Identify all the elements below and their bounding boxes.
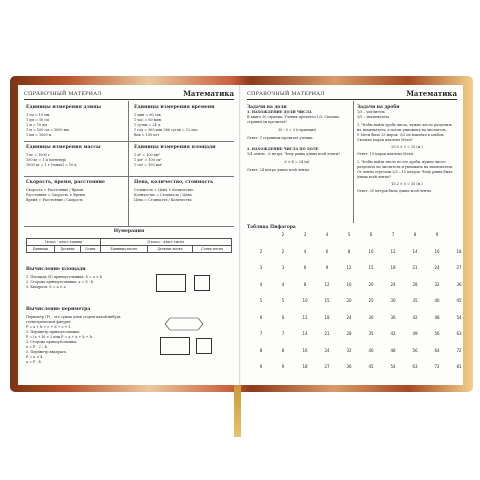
price-title: Цена, количество, стоимость: [134, 180, 214, 185]
pythagoras-cell: 20: [368, 281, 374, 287]
pythagoras-cell: 24: [324, 347, 330, 353]
pythagoras-cell: 10: [302, 298, 308, 303]
numeration-table: I класс - класс единиц II класс - класс тысяч Единицы Десятки Сотни Единицы тысяч Десятки тысяч Сотни тысяч: [26, 238, 232, 253]
pythagoras-cell: 6: [325, 248, 329, 254]
pythagoras-cell: 81: [456, 364, 462, 369]
shares-block: Задачи на доли 1. НАХОЖДЕНИЕ ДОЛИ ЧИСЛА В книге 30 страниц. Ученик прочитал 1/5. Сколько страниц он прочитал? 30 : 5 = 3 (страницы) Ответ: 3 страницы прочитал ученик. 2. НАХОЖДЕНИЕ ЧИСЛА ПО ДОЛЕ 1/4 ленты – 6 метра. Чему равна длина всей ленты? 6 × 4 = 24 (м) Ответ: 24 метра длина всей ленты.: [247, 105, 341, 172]
page-header: [24, 89, 234, 100]
pythagoras-cell: 40: [368, 347, 374, 353]
areacalc-title: Вычисление площади: [26, 267, 86, 272]
pythagoras-header: 6: [369, 232, 373, 237]
pythagoras-cell: 24: [346, 314, 352, 320]
pythagoras-cell: 6: [281, 314, 285, 320]
pythagoras-cell: 25: [368, 298, 374, 303]
pythagoras-cell: 21: [412, 265, 418, 270]
pythagoras-cell: 9: [281, 364, 285, 369]
mass-block: Единицы измерения массы 1 кг = 1000 г 100 кг = 1 ц (центнер) 1000 кг = 1 т (тонна) = 10 ц: [26, 145, 126, 168]
header-label: СПРАВОЧНЫЙ МАТЕРИАЛ: [24, 91, 102, 97]
rectangle-figure: [156, 274, 186, 292]
pythagoras-cell: 21: [324, 331, 330, 336]
pythagoras-cell: 24: [390, 281, 396, 287]
pythagoras-cell: 14: [412, 248, 418, 254]
pythagoras-cell: 14: [302, 331, 308, 336]
pythagoras-cell: 64: [434, 347, 440, 353]
bookmark-ribbon: [234, 385, 241, 437]
pythagoras-cell: 42: [390, 331, 396, 336]
pythagoras-cell: 30: [368, 314, 374, 320]
pythagoras-header: 7: [391, 232, 395, 237]
pythagoras-cell: 36: [390, 314, 396, 320]
pythagoras-row-label: 7: [259, 331, 263, 336]
pythagoras-cell: 54: [390, 364, 396, 369]
left-page: [18, 85, 240, 385]
pythagoras-cell: 7: [281, 331, 285, 336]
speed-block: Скорость, время, расстояние Скорость = Расстояние / Время Расстояние = Скорость × Время Время = Расстояние / Скорость: [26, 180, 126, 203]
pythagoras-cell: 54: [456, 314, 462, 320]
header-subject: Математика: [183, 89, 234, 98]
pythagoras-cell: 18: [302, 364, 308, 369]
pythagoras-cell: 63: [456, 331, 462, 336]
pythagoras-cell: 72: [456, 347, 462, 353]
page-header: [247, 89, 457, 100]
pythagoras-row-label: 6: [259, 314, 263, 320]
pythagoras-cell: 8: [347, 248, 351, 254]
pythagoras-cell: 12: [302, 314, 308, 320]
pythagoras-cell: 2: [281, 248, 285, 254]
right-page: [241, 85, 463, 385]
pythagoras-header: 4: [325, 232, 329, 237]
pythagoras-cell: 6: [303, 265, 307, 270]
pythagoras-row-label: 2: [259, 248, 263, 254]
pythagoras-cell: 5: [281, 298, 285, 303]
pythagoras-cell: 12: [390, 248, 396, 254]
pythagoras-cell: 9: [325, 265, 329, 270]
pythagoras-cell: 49: [412, 331, 418, 336]
pythagoras-row-label: 3: [259, 265, 263, 270]
pythagoras-cell: 63: [412, 364, 418, 369]
pythagoras-cell: 35: [412, 298, 418, 303]
pythagoras-cell: 24: [434, 265, 440, 270]
pythagoras-cell: 10: [368, 248, 374, 254]
pythagoras-cell: 16: [434, 248, 440, 254]
perimeter-square: [196, 338, 212, 354]
pythagoras-cell: 18: [390, 265, 396, 270]
hexagon-figure: [164, 317, 204, 331]
pythagoras-cell: 45: [456, 298, 462, 303]
pythagoras-cell: 15: [324, 298, 330, 303]
pythagoras-cell: 32: [434, 281, 440, 287]
pythagoras-header: 5: [347, 232, 351, 237]
pythagoras-header: 2: [281, 232, 285, 237]
mass-title: Единицы измерения массы: [26, 145, 101, 150]
header-subject: Математика: [406, 89, 457, 98]
pythagoras-cell: 16: [302, 347, 308, 353]
numeration-title: Нумерация: [113, 229, 145, 234]
pythagoras-cell: 12: [324, 281, 330, 287]
length-block: Единицы измерения длины 1 см = 10 мм 1 дм = 10 см 1 м = 10 дм 1 м = 100 см = 1000 мм 1 км = 1000 м: [26, 105, 126, 138]
pythagoras-cell: 32: [346, 347, 352, 353]
time-block: Единицы измерения времени 1 мин = 60 сек. 1 час = 60 мин. 1 сутки = 24 ч. 1 год = 365 или 366 суток = 12 мес. Век = 100 лет: [134, 105, 234, 138]
pythagoras-row-label: 9: [259, 364, 263, 369]
pythagoras-cell: 18: [456, 248, 462, 254]
pythagoras-cell: 48: [390, 347, 396, 353]
pythagoras-header: 8: [413, 232, 417, 237]
price-block: Цена, количество, стоимость Стоимость = Цена × Количество Количество = Стоимость / Цена Цена = Стоимость / Количество: [134, 180, 234, 203]
pythagoras-title: Таблица Пифагора: [247, 225, 296, 230]
pythagoras-cell: 3: [281, 265, 285, 270]
area-units-block: Единицы измерения площади 1 м² = 100 дм² 1 дм² = 100 см² 1 см² = 100 мм²: [134, 145, 234, 168]
pythagoras-cell: 30: [390, 298, 396, 303]
pythagoras-cell: 8: [281, 347, 285, 353]
pythagoras-cell: 4: [303, 248, 307, 254]
pythagoras-row-label: 8: [259, 347, 263, 353]
pythagoras-row-label: 5: [259, 298, 263, 303]
pythagoras-cell: 27: [324, 364, 330, 369]
pythagoras-cell: 48: [434, 314, 440, 320]
pythagoras-cell: 16: [346, 281, 352, 287]
pythagoras-cell: 56: [412, 347, 418, 353]
length-title: Единицы измерения длины: [26, 105, 102, 110]
pythagoras-cell: 28: [412, 281, 418, 287]
pythagoras-cell: 36: [456, 281, 462, 287]
perimeter-title: Вычисление периметра: [26, 307, 91, 312]
time-title: Единицы измерения времени: [134, 105, 215, 110]
square-figure: [194, 275, 210, 291]
fractions-block: Задачи на дроби 1/5 – числитель 1/5 – знаменатель 1. Чтобы найти дробь числа, нужно число разделить на знаменатель, а потом умножить на числитель. У Мети было 25 марок. 3/5 он наклеил в альбом. Сколько марок наклеил Мети? 25:5 × 3 = 15 (м.) Ответ: 15 марок наклеил Мети. 2. Чтобы найти число по его дроби, нужно число разделить на числитель и умножить на знаменатель. От ленты отрезали 2/5 – 15 метров. Чему равна была длина всей ленты? 15:2 × 5 = 35 (м.) Ответ: 35 метров была длина всей ленты.: [357, 105, 454, 193]
perimeter-rect: [160, 337, 190, 355]
pythagoras-cell: 18: [324, 314, 330, 320]
pythagoras-cell: 36: [346, 364, 352, 369]
pythagoras-cell: 8: [303, 281, 307, 287]
pythagoras-cell: 40: [434, 298, 440, 303]
pythagoras-cell: 15: [368, 265, 374, 270]
pythagoras-cell: 4: [281, 281, 285, 287]
pythagoras-cell: 28: [346, 331, 352, 336]
pythagoras-cell: 27: [456, 265, 462, 270]
pythagoras-cell: 56: [434, 331, 440, 336]
header-label: СПРАВОЧНЫЙ МАТЕРИАЛ: [247, 91, 325, 97]
pythagoras-cell: 20: [346, 298, 352, 303]
pythagoras-cell: 42: [412, 314, 418, 320]
perimeter-block: Вычисление периметра Периметр (P) – это сумма длин сторон какой-нибудь геометрической фигуры: P = a + b + c + d + e + f. 1. Периметр прямоугольника: P = (a + b) × 2 или P = a + a + b + b. 2. Сторона прямоугольника: a = P : 2 – b. 3. Периметр квадрата: P = a × 4. a = P : 4.: [26, 307, 144, 365]
area-calc-block: Вычисление площади 1. Площадь (S) прямоугольника: S = a × b 2. Сторона прямоугольника: a = S : b 3. Квадрата: S = a × a: [26, 267, 146, 290]
speed-title: Скорость, время, расстояние: [26, 180, 105, 185]
pythagoras-cell: 45: [368, 364, 374, 369]
pythagoras-cell: 12: [346, 265, 352, 270]
area-title: Единицы измерения площади: [134, 145, 216, 150]
pythagoras-header: 9: [435, 232, 439, 237]
pythagoras-row-label: 4: [259, 281, 263, 287]
pythagoras-cell: 72: [434, 364, 440, 369]
pythagoras-header: 3: [303, 232, 307, 237]
pythagoras-cell: 35: [368, 331, 374, 336]
